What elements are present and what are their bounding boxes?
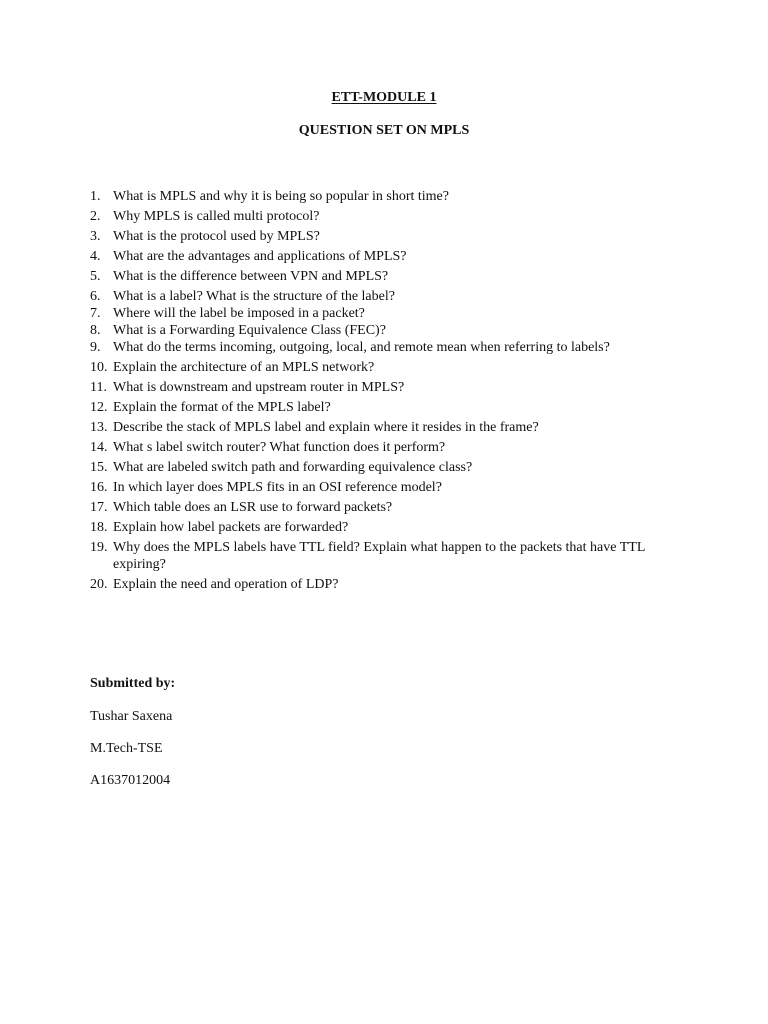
question-text: What are the advantages and applications of MPLS? — [113, 249, 407, 264]
question-item — [90, 519, 690, 536]
document-title: ETT-MODULE 1 — [331, 90, 437, 105]
question-text: What is a label? What is the structure of the label? — [113, 289, 395, 304]
question-number: 4. — [90, 249, 101, 264]
question-item — [90, 268, 690, 285]
question-item — [90, 305, 690, 322]
question-number: 1. — [90, 189, 101, 204]
question-item — [90, 208, 690, 225]
question-text: What do the terms incoming, outgoing, local, and remote mean when referring to labels? — [113, 340, 610, 355]
question-item — [90, 576, 690, 593]
question-text: Where will the label be imposed in a packet? — [113, 306, 365, 321]
question-item — [90, 359, 690, 376]
question-text: Why does the MPLS labels have TTL field? Explain what happen to the packets that have TTL expiring? — [113, 540, 645, 572]
question-number: 20. — [90, 577, 108, 592]
question-text: What is downstream and upstream router in MPLS? — [113, 380, 405, 395]
question-item — [90, 322, 690, 339]
course-name: M.Tech-TSE — [90, 741, 163, 756]
question-number: 10. — [90, 360, 108, 375]
question-item — [90, 499, 690, 516]
question-item — [90, 339, 690, 356]
question-item — [90, 228, 690, 245]
question-text: Explain how label packets are forwarded? — [113, 520, 349, 535]
question-number: 15. — [90, 460, 108, 475]
question-number: 16. — [90, 480, 108, 495]
document-subtitle: QUESTION SET ON MPLS — [298, 123, 470, 138]
question-number: 18. — [90, 520, 108, 535]
question-item — [90, 248, 690, 265]
question-text: Why MPLS is called multi protocol? — [113, 209, 320, 224]
question-number: 6. — [90, 289, 101, 304]
question-number: 5. — [90, 269, 101, 284]
question-text: What is MPLS and why it is being so popular in short time? — [113, 189, 449, 204]
question-list — [90, 188, 690, 596]
question-text: What s label switch router? What function does it perform? — [113, 440, 446, 455]
question-item — [90, 399, 690, 416]
question-item — [90, 439, 690, 456]
question-number: 13. — [90, 420, 108, 435]
question-item — [90, 419, 690, 436]
enrollment-id: A1637012004 — [90, 773, 171, 788]
question-item — [90, 479, 690, 496]
question-number: 14. — [90, 440, 108, 455]
question-number: 8. — [90, 323, 101, 338]
question-text: What is a Forwarding Equivalence Class (FEC)? — [113, 323, 386, 338]
question-text: Explain the need and operation of LDP? — [113, 577, 339, 592]
question-item — [90, 188, 690, 205]
question-number: 12. — [90, 400, 108, 415]
question-text: What is the difference between VPN and MPLS? — [113, 269, 389, 284]
question-number: 19. — [90, 540, 108, 555]
question-number: 2. — [90, 209, 101, 224]
question-item — [90, 288, 690, 305]
question-number: 9. — [90, 340, 101, 355]
question-item — [90, 379, 690, 396]
question-number: 11. — [90, 380, 107, 395]
question-text: Which table does an LSR use to forward packets? — [113, 500, 393, 515]
question-text: In which layer does MPLS fits in an OSI reference model? — [113, 480, 442, 495]
question-item — [90, 539, 690, 573]
question-number: 7. — [90, 306, 101, 321]
question-text: Describe the stack of MPLS label and explain where it resides in the frame? — [113, 420, 539, 435]
question-text: Explain the architecture of an MPLS network? — [113, 360, 375, 375]
question-number: 17. — [90, 500, 108, 515]
question-item — [90, 459, 690, 476]
question-text: What are labeled switch path and forwarding equivalence class? — [113, 460, 473, 475]
author-name: Tushar Saxena — [90, 709, 173, 724]
submitted-by-label: Submitted by: — [90, 676, 176, 691]
question-text: Explain the format of the MPLS label? — [113, 400, 331, 415]
question-text: What is the protocol used by MPLS? — [113, 229, 320, 244]
question-number: 3. — [90, 229, 101, 244]
